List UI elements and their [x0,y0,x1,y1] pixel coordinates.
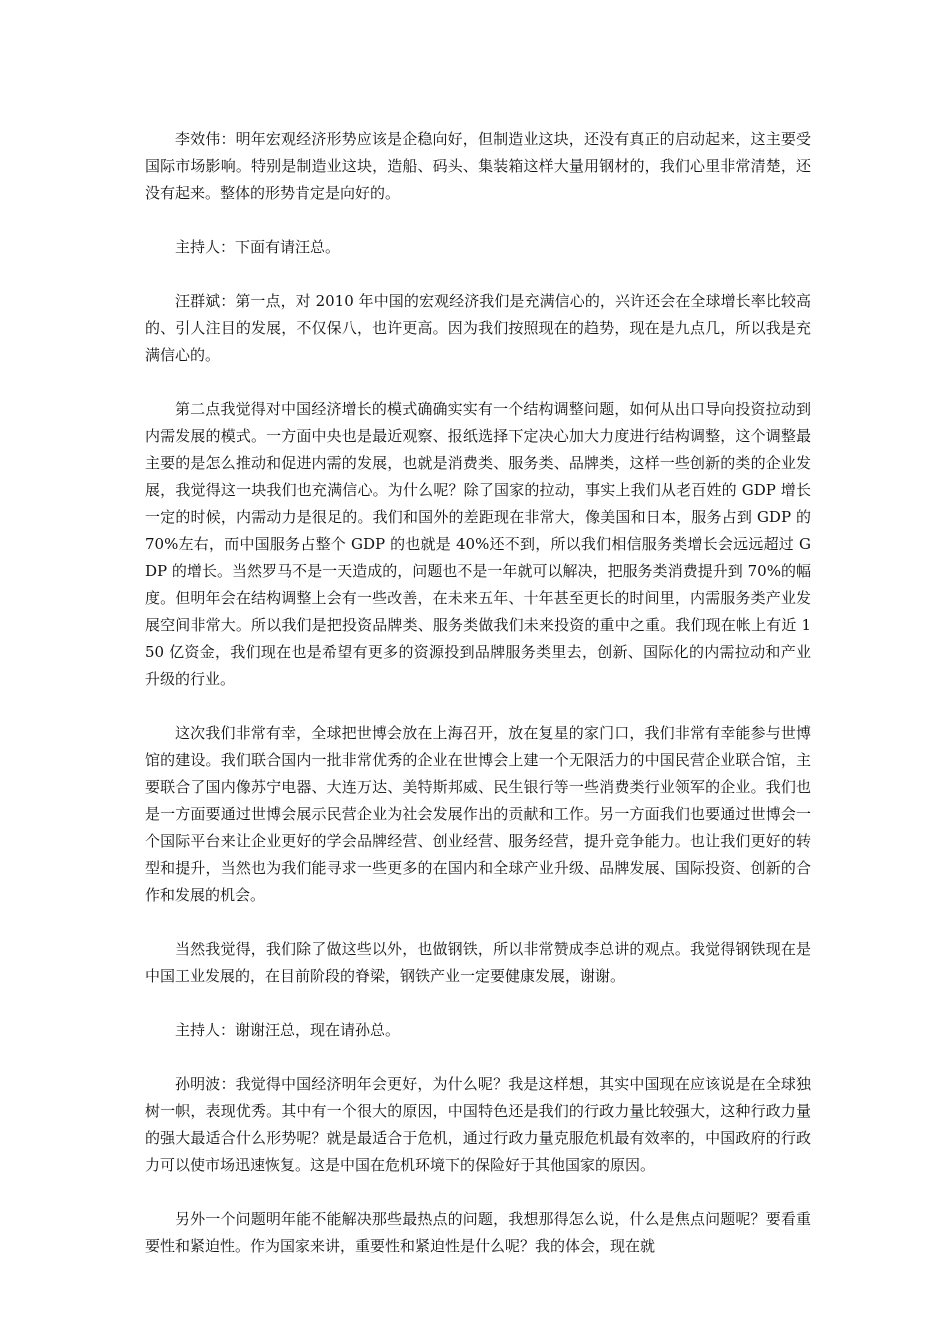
paragraph-world-expo: 这次我们非常有幸，全球把世博会放在上海召开，放在复星的家门口，我们非常有幸能参与世博馆的建设。我们联合国内一批非常优秀的企业在世博会上建一个无限活力的中国民营企业联合馆，主要联合了国内像苏宁电器、大连万达、美特斯邦威、民生银行等一些消费类行业领军的企业。我们也是一方面要通过世博会展示民营企业为社会发展作出的贡献和工作。另一方面我们也要通过世博会一个国际平台来让企业更好的学会品牌经营、创业经营、服务经营，提升竞争能力。也让我们更好的转型和提升，当然也为我们能寻求一些更多的在国内和全球产业升级、品牌发展、国际投资、创新的合作和发展的机会。 [145,724,811,904]
paragraph-sun-mingbo: 孙明波：我觉得中国经济明年会更好，为什么呢？我是这样想，其实中国现在应该说是在全球独树一帜，表现优秀。其中有一个很大的原因，中国特色还是我们的行政力量比较强大，这种行政力量的强大最适合什么形势呢？就是最适合于危机，通过行政力量克服危机最有效率的，中国政府的行政力可以使市场迅速恢复。这是中国在危机环境下的保险好于其他国家的原因。 [145,1075,811,1174]
paragraph-steel: 当然我觉得，我们除了做这些以外，也做钢铁，所以非常赞成李总讲的观点。我觉得钢铁现在是中国工业发展的，在目前阶段的脊梁，钢铁产业一定要健康发展，谢谢。 [145,940,811,985]
paragraph-host-intro-sun: 主持人：谢谢汪总，现在请孙总。 [175,1021,401,1039]
paragraph-li-xiaowei: 李效伟：明年宏观经济形势应该是企稳向好，但制造业这块，还没有真正的启动起来，这主要受国际市场影响。特别是制造业这块，造船、码头、集装箱这样大量用钢材的，我们心里非常清楚，还没有起来。整体的形势肯定是向好的。 [145,130,811,202]
document-body [145,126,811,1287]
paragraph-wang-qunbin-point-two: 第二点我觉得对中国经济增长的模式确确实实有一个结构调整问题，如何从出口导向投资拉动到内需发展的模式。一方面中央也是最近观察、报纸选择下定决心加大力度进行结构调整，这个调整最主要的是怎么推动和促进内需的发展，也就是消费类、服务类、品牌类，这样一些创新的类的企业发展，我觉得这一块我们也充满信心。为什么呢？除了国家的拉动，事实上我们从老百姓的 GDP 增长一定的时候，内需动力是很足的。我们和国外的差距现在非常大，像美国和日本，服务占到 GDP 的 70%左右，而中国服务占整个 GDP 的也就是 40%还不到，所以我们相信服务类增长会远远超过 GDP 的增长。当然罗马不是一天造成的，问题也不是一年就可以解决，把服务类消费提升到 70%的幅度。但明年会在结构调整上会有一些改善，在未来五年、十年甚至更长的时间里，内需服务类产业发展空间非常大。所以我们是把投资品牌类、服务类做我们未来投资的重中之重。我们现在帐上有近 150 亿资金，我们现在也是希望有更多的资源投到品牌服务类里去，创新、国际化的内需拉动和产业升级的行业。 [145,400,811,688]
paragraph-wang-qunbin-point-one: 汪群斌：第一点，对 2010 年中国的宏观经济我们是充满信心的，兴许还会在全球增长率比较高的、引人注目的发展，不仅保八，也许更高。因为我们按照现在的趋势，现在是九点几，所以我是充满信心的。 [145,292,811,364]
paragraph-hot-issues: 另外一个问题明年能不能解决那些最热点的问题，我想那得怎么说，什么是焦点问题呢？要看重要性和紧迫性。作为国家来讲，重要性和紧迫性是什么呢？我的体会，现在就 [145,1210,811,1255]
paragraph-host-intro-wang: 主持人：下面有请汪总。 [175,238,341,256]
